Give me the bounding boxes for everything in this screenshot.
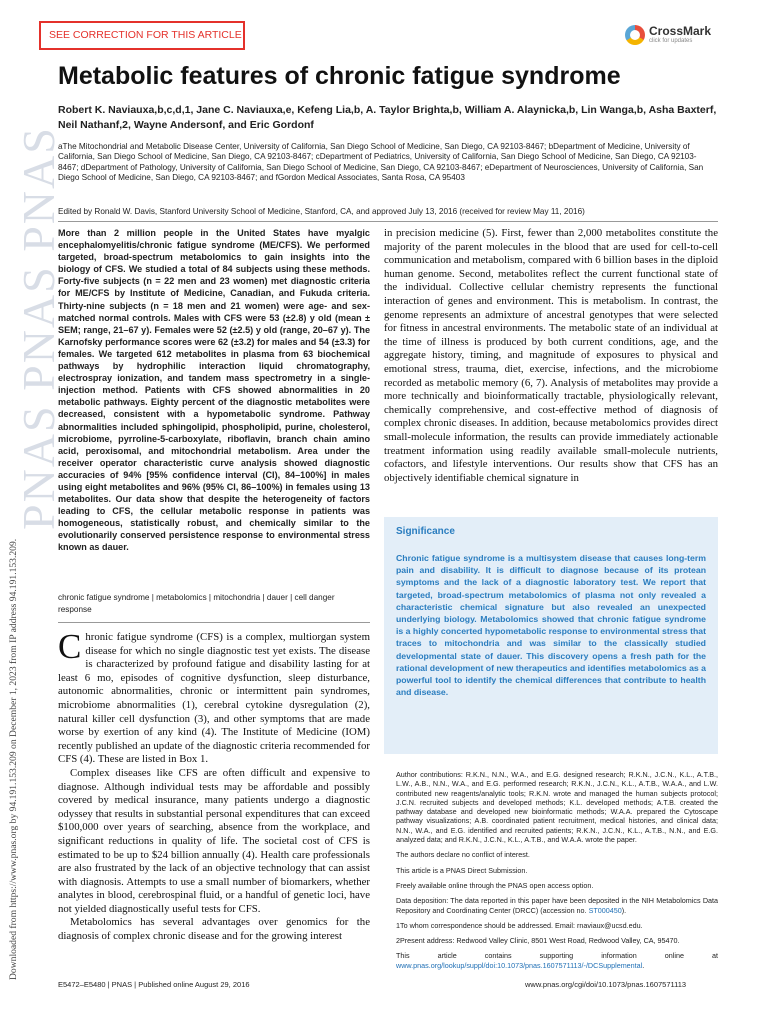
supporting-link[interactable]: www.pnas.org/lookup/suppl/doi:10.1073/pnas.1607571113/-/DCSupplemental [396,960,643,970]
body-paragraph-3: Metabolomics has several advantages over genomics for the diagnosis of complex chronic disease and for the growing interest [58,916,370,943]
correspondence-note: 1To whom correspondence should be addressed. Email: rnaviaux@ucsd.edu. [396,920,643,930]
significance-title: Significance [396,526,455,537]
author-list: Robert K. Naviauxa,b,c,d,1, Jane C. Naviauxa,e, Kefeng Lia,b, A. Taylor Brighta,b, William A. Alaynicka,b, Lin Wanga,b, Asha Baxterf, Neil Nathanf,2, Wayne Andersonf, and Eric Gordonf [58,104,717,131]
correction-notice[interactable]: SEE CORRECTION FOR THIS ARTICLE [39,21,245,50]
conflict-statement: The authors declare no conflict of interest. [396,850,530,860]
data-deposition [396,896,718,915]
author-contributions: Author contributions: R.K.N., N.N., W.A., and E.G. designed research; R.K.N., J.C.N., K.L., A.T.B., L.W., A.B., N.N., W.A., and E.G. performed research; R.K.N., J.C.N., K.L., A.T.B., W.A.A., and L.W. contributed new reagents/analytic tools; R.K.N. wrote and managed the human subjects protocol; J.C.N. recruited subjects and developed methods; K.L. developed methods; A.T.B. created the pathway database and developed new bioinformatic methods; W.A.A. prepared the Cytoscape pathway visualizations; A.B. coordinated patient recruitment, medical histories, and clinical data; N.N., W.A., and E.G. identified and recruited patients; R.K.N., J.C.N., K.L., A.T.B., N.N., and E.G. analyzed data; and R.K.N., J.C.N., K.L., A.T.B., and W.A.A. wrote the paper. [396,770,718,845]
deposition-text: Data deposition: The data reported in this paper have been deposited in the NIH Metabolomics Data Repository and Coordinating Center (DRCC) (accession no. [396,896,718,915]
keywords: chronic fatigue syndrome | metabolomics | mitochondria | dauer | cell danger response [58,593,335,614]
crossmark-label: CrossMark [649,24,712,38]
keywords-divider [58,622,370,623]
journal-side-watermark [4,126,64,530]
supporting-info [396,951,718,970]
supporting-text: This article contains supporting information online at [396,951,718,961]
footer-citation: E5472–E5480 | PNAS | Published online August 29, 2016 [58,980,250,989]
affiliations: aThe Mitochondrial and Metabolic Disease Center, University of California, San Diego School of Medicine, San Diego, CA 92103-8467; bDepartment of Medicine, University of California, San Diego School of Medicine, San Diego, CA 92103-8467; cDepartment of Pediatrics, University of California, San Diego School of Medicine, San Diego, CA 92103-8467; dDepartment of Pathology, University of California, San Diego School of Medicine, San Diego, CA 92103-8467; eDepartment of Neurosciences, University of California, San Diego School of Medicine, San Diego, CA 92103-8467; and fGordon Medical Associates, Santa Rosa, CA 95403 [58,142,704,183]
body-paragraph-1-text: hronic fatigue syndrome (CFS) is a complex, multiorgan system disease for which no single diagnostic test yet exists. The disease is characterized by profound fatigue and disability lasting for at least 6 mo, episodes of cognitive dysfunction, sleep disturbance, autonomic abnormalities, chronic or intermittent pain syndromes, microbiome abnormalities (1), cerebral cytokine dysregulation (2), natural killer cell dysfunction (3), and other symptoms that are made worse by exertion of any kind (4). The Institute of Medicine (IOM) recently published an update of the diagnostic criteria recommended for CFS (4). These are listed in Box 1. [58,631,370,766]
supporting-end: . [642,960,645,970]
download-note-text: Downloaded from https://www.pnas.org by 94.191.153.209 on December 1, 2023 from IP address 94.191.153.209. [8,538,19,980]
deposition-end: ). [621,905,627,915]
crossmark-badge[interactable] [625,24,721,48]
body-right-paragraph: in precision medicine (5). First, fewer than 2,000 metabolites constitute the majority of the parent molecules in the blood that are used for cell-to-cell communication and metabolism, compared with 6 billion bases in the diploid human genome. Second, metabolites reflect the current functional state of the individual. Collective cellular chemistry represents the functional interaction of genes and environment. This is metabolism. In contrast, the genome represents an admixture of ancestral genotypes that were selected for fitness in ancestral environments. The metabolic state of an individual at the time of illness is produced by both current conditions, age, and the aggregate history, timing, and magnitude of exposures to physical and emotional stress, trauma, diet, exercise, infections, and the microbiome recorded as metabolic memory (6, 7). Analysis of metabolites may provide a more technically and bioinformatically tractable, physiologically relevant, chemically comprehensive, and cost-effective method of diagnosis of complex chronic diseases. In addition, because metabolomics provides direct small-molecule information, the results can provide immediately actionable treatment information using readily available small-molecule nutrients, cofactors, and lifestyle interventions. Our results show that CFS has an objectively identifiable chemical signature in [384,227,718,484]
article-title: Metabolic features of chronic fatigue syndrome [58,62,621,90]
body-left-column [58,627,370,944]
open-access-note: Freely available online through the PNAS open access option. [396,880,594,890]
crossmark-sublabel: click for updates [649,38,693,44]
accession-link[interactable]: ST000450 [588,905,622,915]
author-notes [396,770,718,976]
body-paragraph-1 [58,627,370,767]
submission-note: This article is a PNAS Direct Submission. [396,865,528,875]
footer-doi[interactable]: www.pnas.org/cgi/doi/10.1073/pnas.1607571113 [525,980,687,989]
editor-note: Edited by Ronald W. Davis, Stanford University School of Medicine, Stanford, CA, and approved July 13, 2016 (received for review May 11, 2016) [58,207,585,216]
header-divider [58,221,718,222]
crossmark-icon [625,25,645,45]
significance-text: Chronic fatigue syndrome is a multisystem disease that causes long-term pain and disability. It is difficult to diagnose because of its protean symptoms and the lack of a diagnostic laboratory test. We report that targeted, broad-spectrum metabolomics of plasma not only revealed a characteristic chemical signature but also revealed an unexpected underlying biology. Metabolomics showed that chronic fatigue syndrome is a highly concerted hypometabolic response to environmental stress that traces to mitochondria and was similar to the classically studied developmental state of dauer. This discovery opens a fresh path for the rational development of new therapeutics and identifies metabolomics as a powerful tool to identify the chemical differences that contribute to health and disease. [396,553,706,698]
body-paragraph-2: Complex diseases like CFS are often difficult and expensive to diagnose. Although individual tests may be affordable and possibly covered by medical insurance, many patients undergo a diagnostic odyssey that results in substantial personal expenditures that can exceed $100,000 over years of searching, absence from the workplace, and significant reductions in quality of life. The societal cost of CFS is estimated to be up to $24 billion annually (4). Health care professionals are also frustrated by the lack of an objective technology that can assist with diagnosis. Attempts to use a small number of biomarkers, whether analytes in blood, cerebrospinal fluid, or a handful of genetic loci, have not yielded diagnostically useful tests for CFS. [58,766,370,915]
significance-box [384,517,718,754]
drop-cap: C [58,627,82,666]
body-right-column [384,227,718,485]
abstract: More than 2 million people in the United States have myalgic encephalomyelitis/chronic fatigue syndrome (ME/CFS). We performed targeted, broad-spectrum metabolomics to gain insights into the biology of CFS. We studied a total of 84 subjects using these methods. Forty-five subjects (n = 22 men and 23 women) met diagnostic criteria for ME/CFS by Institute of Medicine, Canadian, and Fukuda criteria. Thirty-nine subjects (n = 18 men and 21 women) were age- and sex-matched normal controls. Males with CFS were 53 (±2.8) y old (mean ± SEM; range, 21–67 y). Females were 52 (±2.5) y old (range, 20–67 y). The Karnofsky performance scores were 62 (±3.2) for males and 54 (±3.3) for females. We targeted 612 metabolites in plasma from 63 biochemical pathways by hydrophilic interaction liquid chromatography, electrospray ionization, and tandem mass spectrometry in a single-injection method. Patients with CFS showed abnormalities in 20 metabolic pathways. Eighty percent of the diagnostic metabolites were decreased, consistent with a hypometabolic syndrome. Pathway abnormalities included sphingolipid, phospholipid, purine, cholesterol, microbiome, pyrroline-5-carboxylate, riboflavin, branch chain amino acid, peroxisomal, and mitochondrial metabolism. Area under the receiver operator characteristic curve analysis showed diagnostic accuracies of 94% [95% confidence interval (CI), 84–100%] in males using eight metabolites and 96% (95% CI, 86–100%) in females using 13 metabolites. Our data show that despite the heterogeneity of factors leading to CFS, the cellular metabolic response in patients was homogeneous, statistically robust, and chemically similar to the evolutionarily conserved persistence response to environmental stress known as dauer. [58,228,370,553]
journal-side-text: PNAS PNAS PNAS [13,126,64,530]
present-address-note: 2Present address: Redwood Valley Clinic, 8501 West Road, Redwood Valley, CA, 95470. [396,936,680,946]
